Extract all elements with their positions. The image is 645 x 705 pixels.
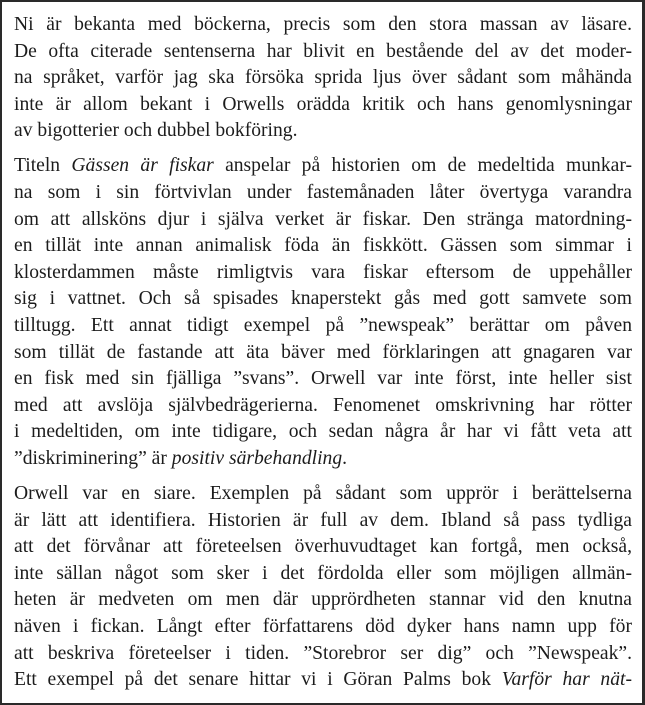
- text-line: [14, 313, 632, 340]
- italic-text: Gässen är fiskar: [71, 155, 214, 177]
- text-segment: av bigotterier och dubbel bokföring.: [14, 120, 298, 142]
- text-line: [14, 641, 632, 668]
- text-line: [14, 233, 632, 260]
- paragraph: [14, 481, 632, 694]
- text-segment: att det förvånar att företeelsen överhuvudtaget kan fortgå, men också,: [14, 536, 632, 558]
- text-line: [14, 366, 632, 393]
- text-line: [14, 12, 632, 39]
- text-line: [14, 118, 632, 145]
- text-line: [14, 393, 632, 420]
- text-segment: en fisk med sin fjälliga ”svans”. Orwell var inte först, inte heller sist: [14, 368, 632, 390]
- text-line: [14, 534, 632, 561]
- text-line: [14, 92, 632, 119]
- text-segment: med att avslöja självbedrägerierna. Fenomenet omskrivning har rötter: [14, 394, 632, 416]
- text-line: [14, 180, 632, 207]
- text-segment: Ett exempel på det senare hittar vi i Göran Palms bok: [14, 669, 502, 691]
- text-line: [14, 207, 632, 234]
- text-segment: om att allsköns djur i själva verket är fiskar. Den stränga matordning-: [14, 208, 632, 230]
- text-segment: sig i vattnet. Och så spisades knaperstekt gås med gott samvete som: [14, 288, 632, 310]
- text-segment: tilltugg. Ett annat tidigt exempel på ”newspeak” berättar om påven: [14, 315, 632, 337]
- text-segment: anspelar på historien om de medeltida munkar-: [213, 155, 632, 177]
- text-segment: Orwell var en siare. Exemplen på sådant som upprör i berättelserna: [14, 483, 632, 505]
- text-line: [14, 614, 632, 641]
- text-segment: Titeln: [14, 155, 72, 177]
- text-line: [14, 446, 632, 473]
- paragraph: [14, 153, 632, 472]
- text-line: [14, 260, 632, 287]
- text-line: [14, 508, 632, 535]
- text-segment: klosterdammen måste rimligtvis vara fiskar eftersom de uppehåller: [14, 261, 632, 283]
- text-segment: är lätt att identifiera. Historien är full av dem. Ibland så pass tydliga: [14, 509, 632, 531]
- text-line: [14, 39, 632, 66]
- text-line: [14, 561, 632, 588]
- text-segment: na som i sin förtvivlan under fastemånaden låter övertyga varandra: [14, 182, 632, 204]
- text-segment: näven i fickan. Långt efter författarens död dyker hans namn upp för: [14, 616, 632, 638]
- paragraph: [14, 12, 632, 145]
- text-segment: en tillät inte annan animalisk föda än fiskkött. Gässen som simmar i: [14, 235, 632, 257]
- text-segment: inte sällan något som sker i det fördolda eller som möjligen allmän-: [14, 562, 632, 584]
- body-text: [14, 12, 632, 702]
- text-segment: som tillät de fastande att äta bäver med förklaringen att gnagaren var: [14, 341, 632, 363]
- text-segment: i medeltiden, om inte tidigare, och sedan några år har vi fått veta att: [14, 421, 632, 443]
- text-segment: De ofta citerade sentenserna har blivit en bestående del av det moder-: [14, 40, 632, 62]
- text-segment: heten är medveten om men där upprördheten stannar vid den knutna: [14, 589, 632, 611]
- text-line: [14, 481, 632, 508]
- text-line: [14, 667, 632, 694]
- text-segment: att beskriva företeelser i tiden. ”Storebror ser dig” och ”Newspeak”.: [14, 642, 632, 664]
- text-segment: inte är allom bekant i Orwells orädda kritik och hans genomlysningar: [14, 93, 632, 115]
- italic-text: positiv särbehandling: [171, 448, 343, 469]
- text-line: [14, 65, 632, 92]
- italic-text: Varför har nät-: [501, 669, 632, 691]
- text-segment: .: [342, 448, 348, 469]
- text-line: [14, 587, 632, 614]
- text-segment: ”diskriminering” är: [14, 448, 172, 469]
- text-line: [14, 153, 632, 180]
- text-line: [14, 419, 632, 446]
- text-segment: na språket, varför jag ska försöka sprida ljus över sådant som måhända: [14, 67, 632, 89]
- text-line: [14, 340, 632, 367]
- text-line: [14, 286, 632, 313]
- text-segment: Ni är bekanta med böckerna, precis som den stora massan av läsare.: [14, 14, 632, 35]
